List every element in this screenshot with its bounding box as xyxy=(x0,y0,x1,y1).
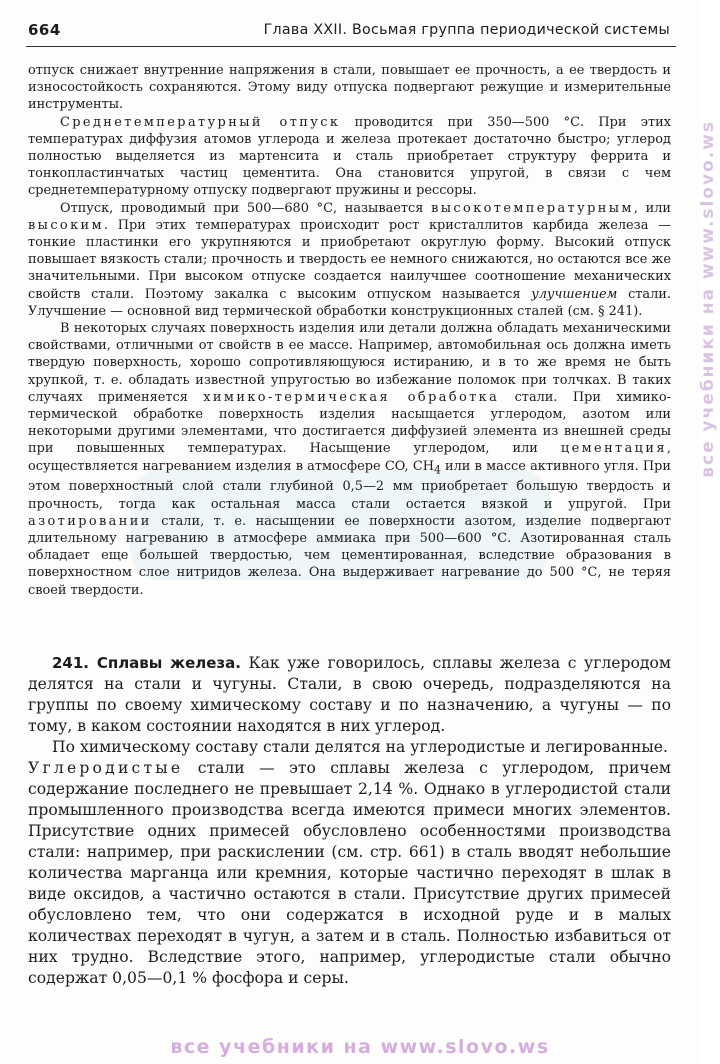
subscript: 4 xyxy=(433,463,441,477)
chapter-title: Глава XXII. Восьмая группа периодической системы xyxy=(263,22,670,38)
term-high: высоким xyxy=(28,217,104,233)
paragraph-text: проводится при 350—500 °С. При этих температурах диффузия атомов углерода и железа протекает достаточно быстро; углерод полностью выделяется из мартенсита и сталь приобретает структуру феррита и тонкопластинчатых частиц цементита. Она становится упругой, в связи с чем среднетемпературному отпуску подвергают пружины и рессоры. xyxy=(28,114,671,199)
page-number: 664 xyxy=(28,21,61,39)
paragraph-text: , осуществляется нагреванием изделия в атмосфере CO, CH xyxy=(28,441,671,474)
running-head xyxy=(26,16,676,47)
paragraph-chemical-thermal xyxy=(28,320,671,599)
term-improvement: улучшением xyxy=(531,286,618,302)
paragraph-text: Как уже говорилось, сплавы железа с углеродом делятся на стали и чугуны. Стали, в свою очередь, подразделяются на группы по своему химическому составу и по назначению, а чугуны — по тому, в каком состоянии находятся в них углерод. xyxy=(28,654,671,735)
term-chemical-thermal: химико-термическая обработка xyxy=(203,389,500,405)
paragraph-composition: По химическому составу стали делятся на углеродистые и легированные. xyxy=(52,738,668,756)
paragraph-carbon-steels xyxy=(28,758,671,989)
small-print-section xyxy=(28,62,671,599)
paragraph-iron-alloys xyxy=(28,653,671,737)
term-cementation: цементация xyxy=(560,441,667,457)
paragraph-high-temper xyxy=(28,200,671,320)
term-carbon-steels: Углеродистые xyxy=(28,759,184,777)
section-heading: 241. Сплавы железа. xyxy=(52,654,241,672)
paragraph-text: стали. При химико-термической обработке поверхность изделия насыщается углеродом, азотом или некоторыми другими элементами, что достигается диффузией элемента из внешней среды при повышенных температурах. Насыщение углеродом, или xyxy=(28,389,671,457)
term-nitriding: азотировании xyxy=(28,513,152,529)
paragraph-text: стали — это сплавы железа с углеродом, причем содержание последнего не превышает 2,14 %. Однако в углеродистой стали промышленного производства всегда имеются примеси многих элементов. Присутствие одних примесей обусловлено особенностями производства стали: например, при раскислении (см. стр. 661) в сталь вводят небольшие количества марганца или кремния, которые частично переходят в шлак в виде оксидов, а частично остаются в стали. Присутствие других примесей обусловлено тем, что они содержатся в исходной руде и в малых количествах переходят в чугун, а затем и в сталь. Полностью избавиться от них трудно. Вследствие этого, например, углеродистые стали обычно содержат 0,05—0,1 % фосфора и серы. xyxy=(28,759,671,987)
paragraph-text: В некоторых случаях поверхность изделия или детали должна обладать механическими свойствами, отличными от свойств в ее массе. Например, автомобильная ось должна иметь твердую поверхность, хорошо сопротивляющуюся истиранию, и в то же время не быть хрупкой, т. е. обладать известной упругостью во избежание поломок при толчках. В таких случаях применяется xyxy=(28,321,671,405)
paragraph-text: стали. Улучшение — основной вид термической обработки конструкционных сталей (см. § 241). xyxy=(28,286,671,319)
paragraph-medium-temper xyxy=(28,114,671,200)
paragraph-text: или в массе активного угля. При этом поверхностный слой стали глубиной 0,5—2 мм приобретает большую твердость и прочность, тогда как остальная масса стали остается вязкой и упругой. При xyxy=(28,458,671,512)
watermark-side-text: все учебники на www.slovo.ws xyxy=(698,120,718,478)
watermark-side xyxy=(678,120,718,1020)
paragraph-low-temper-end: отпуск снижает внутренние напряжения в стали, повышает ее прочность, а ее твердость и износостойкость сохраняются. Этому виду отпуска подвергают режущие и измерительные инструменты. xyxy=(28,63,671,113)
paragraph-text: . При этих температурах происходит рост кристаллитов карбида железа — тонкие пластинки его укрупняются и приобретают округлую форму. Высокий отпуск повышает вязкость стали; прочность и твердость ее немного снижаются, но остаются все же значительными. При высоком отпуске создается наилучшее соотношение механических свойств стали. Поэтому закалка с высоким отпуском называется xyxy=(28,217,671,302)
paragraph-text: , или xyxy=(633,200,671,216)
term-high-temper: высокотемпературным xyxy=(431,200,634,216)
watermark-bottom: все учебники на www.slovo.ws xyxy=(170,1036,550,1058)
term-medium-temper: Среднетемпературный отпуск xyxy=(60,114,341,130)
paragraph-text: Отпуск, проводимый при 500—680 °С, называется xyxy=(60,200,432,216)
main-print-section xyxy=(28,653,671,989)
paragraph-text: стали, т. е. насыщении ее поверхности азотом, изделие подвергают длительному нагреванию в атмосфере аммиака при 500—600 °С. Азотированная сталь обладает еще большей твердостью, чем цементированная, вследствие образования в поверхностном слое нитридов железа. Она выдерживает нагревание до 500 °С, не теряя своей твердости. xyxy=(28,513,671,598)
